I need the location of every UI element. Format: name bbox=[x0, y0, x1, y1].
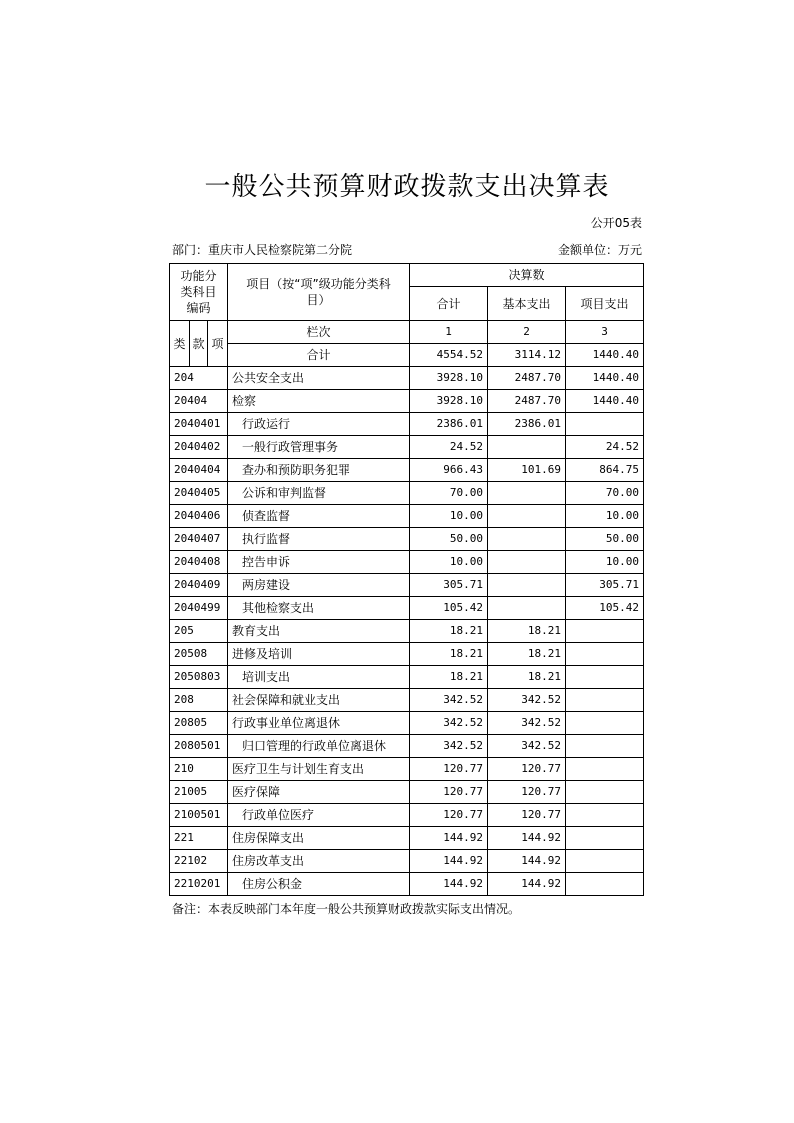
table-row bbox=[170, 390, 644, 413]
header-project: 项目支出 bbox=[566, 287, 644, 321]
row-code: 20404 bbox=[170, 390, 228, 413]
table-row bbox=[170, 367, 644, 390]
table-row bbox=[170, 850, 644, 873]
row-name: 行政事业单位离退休 bbox=[228, 712, 410, 735]
page-title: 一般公共预算财政拨款支出决算表 bbox=[204, 172, 610, 202]
row-name: 控告申诉 bbox=[228, 551, 410, 574]
row-total: 966.43 bbox=[410, 459, 488, 482]
table-body bbox=[170, 367, 644, 896]
row-project bbox=[566, 781, 644, 804]
row-project: 864.75 bbox=[566, 459, 644, 482]
row-total: 18.21 bbox=[410, 620, 488, 643]
row-code: 2040402 bbox=[170, 436, 228, 459]
table-row bbox=[170, 804, 644, 827]
row-code: 205 bbox=[170, 620, 228, 643]
row-code: 2040405 bbox=[170, 482, 228, 505]
row-code: 2040406 bbox=[170, 505, 228, 528]
sum-label: 合计 bbox=[228, 344, 410, 367]
row-name: 进修及培训 bbox=[228, 643, 410, 666]
row-name: 一般行政管理事务 bbox=[228, 436, 410, 459]
row-basic: 144.92 bbox=[488, 827, 566, 850]
table-row bbox=[170, 689, 644, 712]
row-name: 检察 bbox=[228, 390, 410, 413]
header-col2: 2 bbox=[488, 321, 566, 344]
row-name: 社会保障和就业支出 bbox=[228, 689, 410, 712]
header-col3: 3 bbox=[566, 321, 644, 344]
row-project bbox=[566, 643, 644, 666]
row-project: 50.00 bbox=[566, 528, 644, 551]
row-name: 其他检察支出 bbox=[228, 597, 410, 620]
header-final: 决算数 bbox=[410, 264, 644, 287]
row-total: 3928.10 bbox=[410, 367, 488, 390]
sum-project: 1440.40 bbox=[566, 344, 644, 367]
row-project bbox=[566, 804, 644, 827]
row-name: 两房建设 bbox=[228, 574, 410, 597]
table-row bbox=[170, 620, 644, 643]
row-name: 侦查监督 bbox=[228, 505, 410, 528]
row-project bbox=[566, 413, 644, 436]
table-row bbox=[170, 413, 644, 436]
expenditure-table bbox=[169, 263, 644, 896]
row-code: 2040408 bbox=[170, 551, 228, 574]
row-basic bbox=[488, 597, 566, 620]
row-basic: 101.69 bbox=[488, 459, 566, 482]
header-basic: 基本支出 bbox=[488, 287, 566, 321]
table-row bbox=[170, 505, 644, 528]
row-basic bbox=[488, 551, 566, 574]
row-project bbox=[566, 850, 644, 873]
header-col1: 1 bbox=[410, 321, 488, 344]
row-code: 208 bbox=[170, 689, 228, 712]
row-project bbox=[566, 666, 644, 689]
row-total: 144.92 bbox=[410, 873, 488, 896]
row-total: 70.00 bbox=[410, 482, 488, 505]
row-name: 执行监督 bbox=[228, 528, 410, 551]
row-total: 18.21 bbox=[410, 666, 488, 689]
table-header bbox=[170, 264, 644, 367]
row-name: 住房公积金 bbox=[228, 873, 410, 896]
row-total: 10.00 bbox=[410, 551, 488, 574]
header-lanci: 栏次 bbox=[228, 321, 410, 344]
row-basic bbox=[488, 505, 566, 528]
row-project: 305.71 bbox=[566, 574, 644, 597]
row-code: 2040409 bbox=[170, 574, 228, 597]
row-basic: 342.52 bbox=[488, 689, 566, 712]
row-basic: 18.21 bbox=[488, 666, 566, 689]
table-row bbox=[170, 781, 644, 804]
row-code: 2080501 bbox=[170, 735, 228, 758]
row-name: 教育支出 bbox=[228, 620, 410, 643]
header-item: 项目（按“项”级功能分类科目） bbox=[228, 264, 410, 321]
row-name: 公诉和审判监督 bbox=[228, 482, 410, 505]
row-basic: 2386.01 bbox=[488, 413, 566, 436]
row-total: 3928.10 bbox=[410, 390, 488, 413]
row-name: 医疗保障 bbox=[228, 781, 410, 804]
row-project bbox=[566, 689, 644, 712]
unit-label: 金额单位：万元 bbox=[557, 243, 642, 257]
row-code: 210 bbox=[170, 758, 228, 781]
department-label: 部门：重庆市人民检察院第二分院 bbox=[172, 243, 353, 257]
row-basic: 144.92 bbox=[488, 850, 566, 873]
table-row bbox=[170, 574, 644, 597]
header-lei: 类 bbox=[170, 321, 190, 367]
row-name: 住房改革支出 bbox=[228, 850, 410, 873]
row-code: 2210201 bbox=[170, 873, 228, 896]
row-name: 公共安全支出 bbox=[228, 367, 410, 390]
row-code: 204 bbox=[170, 367, 228, 390]
row-basic: 120.77 bbox=[488, 804, 566, 827]
row-project: 105.42 bbox=[566, 597, 644, 620]
row-total: 24.52 bbox=[410, 436, 488, 459]
row-project: 1440.40 bbox=[566, 367, 644, 390]
table-row bbox=[170, 827, 644, 850]
row-code: 2040499 bbox=[170, 597, 228, 620]
table-row bbox=[170, 528, 644, 551]
row-project bbox=[566, 620, 644, 643]
row-basic bbox=[488, 482, 566, 505]
row-project: 10.00 bbox=[566, 505, 644, 528]
row-basic: 2487.70 bbox=[488, 367, 566, 390]
table-row bbox=[170, 735, 644, 758]
row-code: 2050803 bbox=[170, 666, 228, 689]
row-basic: 120.77 bbox=[488, 781, 566, 804]
row-basic: 2487.70 bbox=[488, 390, 566, 413]
table-row bbox=[170, 712, 644, 735]
row-project: 1440.40 bbox=[566, 390, 644, 413]
row-project: 24.52 bbox=[566, 436, 644, 459]
row-name: 查办和预防职务犯罪 bbox=[228, 459, 410, 482]
row-code: 2040401 bbox=[170, 413, 228, 436]
row-total: 18.21 bbox=[410, 643, 488, 666]
row-total: 2386.01 bbox=[410, 413, 488, 436]
row-name: 住房保障支出 bbox=[228, 827, 410, 850]
table-row bbox=[170, 597, 644, 620]
row-basic: 18.21 bbox=[488, 620, 566, 643]
row-project bbox=[566, 758, 644, 781]
row-total: 105.42 bbox=[410, 597, 488, 620]
row-project bbox=[566, 735, 644, 758]
row-name: 医疗卫生与计划生育支出 bbox=[228, 758, 410, 781]
table-row bbox=[170, 758, 644, 781]
row-basic: 18.21 bbox=[488, 643, 566, 666]
row-project: 70.00 bbox=[566, 482, 644, 505]
row-code: 221 bbox=[170, 827, 228, 850]
table-row bbox=[170, 873, 644, 896]
form-number: 公开05表 bbox=[590, 216, 642, 230]
row-basic: 342.52 bbox=[488, 712, 566, 735]
row-name: 行政运行 bbox=[228, 413, 410, 436]
row-total: 342.52 bbox=[410, 735, 488, 758]
row-basic: 144.92 bbox=[488, 873, 566, 896]
table-row bbox=[170, 459, 644, 482]
row-total: 144.92 bbox=[410, 827, 488, 850]
row-code: 20805 bbox=[170, 712, 228, 735]
row-name: 培训支出 bbox=[228, 666, 410, 689]
row-total: 120.77 bbox=[410, 758, 488, 781]
table-row bbox=[170, 482, 644, 505]
row-project bbox=[566, 873, 644, 896]
row-basic: 120.77 bbox=[488, 758, 566, 781]
row-basic bbox=[488, 436, 566, 459]
sum-basic: 3114.12 bbox=[488, 344, 566, 367]
row-total: 10.00 bbox=[410, 505, 488, 528]
header-xiang: 项 bbox=[208, 321, 228, 367]
row-total: 144.92 bbox=[410, 850, 488, 873]
header-total: 合计 bbox=[410, 287, 488, 321]
row-code: 2100501 bbox=[170, 804, 228, 827]
header-kuan: 款 bbox=[190, 321, 208, 367]
row-total: 50.00 bbox=[410, 528, 488, 551]
table-row bbox=[170, 436, 644, 459]
row-basic bbox=[488, 574, 566, 597]
header-func-class: 功能分类科目编码 bbox=[170, 264, 228, 321]
sum-total: 4554.52 bbox=[410, 344, 488, 367]
row-basic bbox=[488, 528, 566, 551]
row-name: 归口管理的行政单位离退休 bbox=[228, 735, 410, 758]
row-code: 20508 bbox=[170, 643, 228, 666]
row-code: 2040407 bbox=[170, 528, 228, 551]
row-name: 行政单位医疗 bbox=[228, 804, 410, 827]
row-basic: 342.52 bbox=[488, 735, 566, 758]
row-code: 2040404 bbox=[170, 459, 228, 482]
row-project bbox=[566, 827, 644, 850]
row-project bbox=[566, 712, 644, 735]
row-total: 342.52 bbox=[410, 712, 488, 735]
table-row bbox=[170, 643, 644, 666]
row-total: 305.71 bbox=[410, 574, 488, 597]
table-row bbox=[170, 666, 644, 689]
row-total: 120.77 bbox=[410, 804, 488, 827]
row-total: 342.52 bbox=[410, 689, 488, 712]
row-code: 21005 bbox=[170, 781, 228, 804]
row-total: 120.77 bbox=[410, 781, 488, 804]
table-row bbox=[170, 551, 644, 574]
row-project: 10.00 bbox=[566, 551, 644, 574]
footnote: 备注：本表反映部门本年度一般公共预算财政拨款实际支出情况。 bbox=[172, 902, 521, 916]
row-code: 22102 bbox=[170, 850, 228, 873]
